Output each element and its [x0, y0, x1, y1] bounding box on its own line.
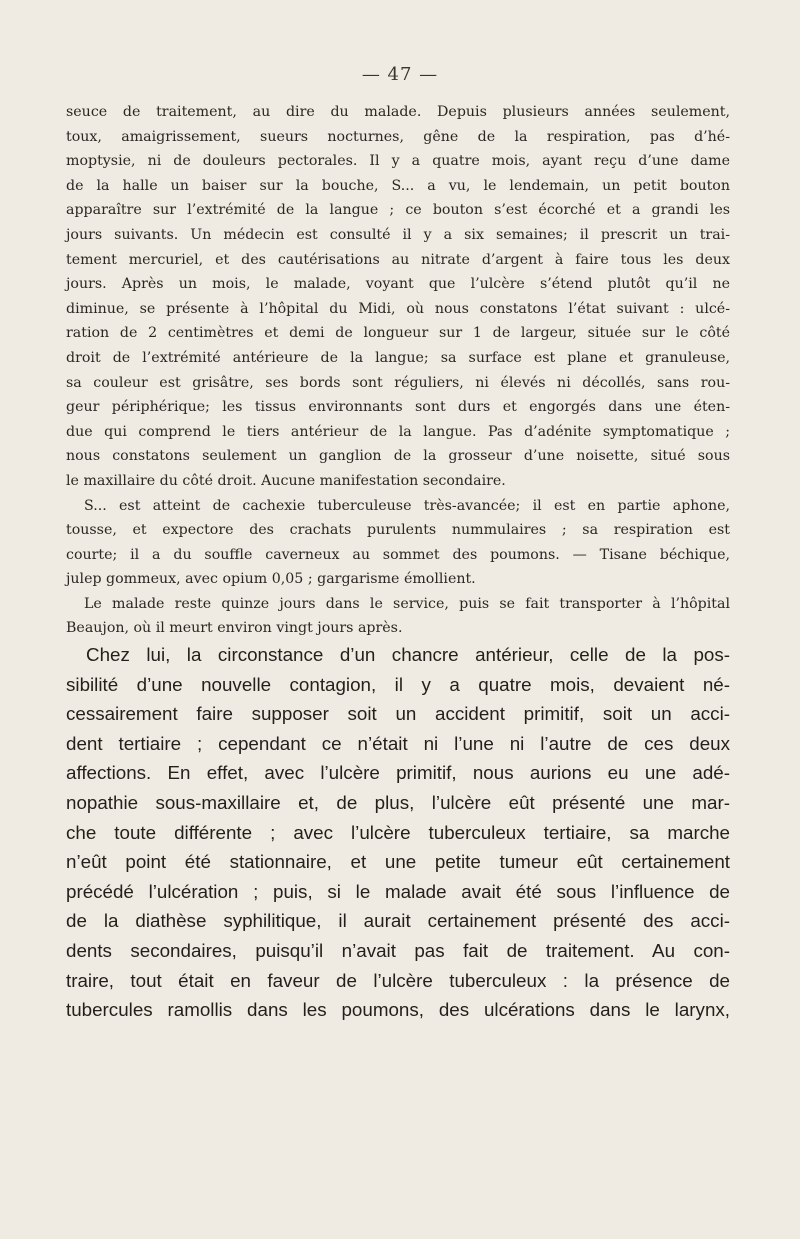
text-line: S... est atteint de cachexie tuberculeuse très-avancée; il est en partie aphone, — [84, 497, 730, 514]
text-line: cessairement faire supposer soit un accident primitif, soit un acci- — [66, 703, 730, 725]
text-line: le maxillaire du côté droit. Aucune manifestation secondaire. — [66, 472, 506, 489]
text-line: sa couleur est grisâtre, ses bords sont réguliers, ni élevés ni décollés, sans rou- — [66, 374, 730, 391]
text-line: affections. En effet, avec l’ulcère primitif, nous aurions eu une adé- — [66, 762, 730, 784]
text-line: de la diathèse syphilitique, il aurait certainement présenté des acci- — [66, 910, 730, 932]
text-line: moptysie, ni de douleurs pectorales. Il y a quatre mois, ayant reçu d’une dame — [66, 153, 730, 170]
text-line: précédé l’ulcération ; puis, si le malade avait été sous l’influence de — [66, 880, 730, 902]
text-line: dent tertiaire ; cependant ce n’était ni l’une ni l’autre de ces deux — [66, 732, 730, 754]
text-line: jours suivants. Un médecin est consulté il y a six semaines; il prescrit un trai- — [66, 226, 730, 243]
text-line: seuce de traitement, au dire du malade. Depuis plusieurs années seulement, — [66, 104, 730, 120]
text-line: jours. Après un mois, le malade, voyant que l’ulcère s’étend plutôt qu’il ne — [66, 276, 730, 293]
text-line: due qui comprend le tiers antérieur de la langue. Pas d’adénite symptomatique ; — [66, 423, 730, 440]
text-line: diminue, se présente à l’hôpital du Midi, où nous constatons l’état suivant : ulcé- — [66, 300, 730, 317]
text-line: geur périphérique; les tissus environnants sont durs et engorgés dans une éten- — [66, 399, 730, 416]
text-line: apparaître sur l’extrémité de la langue ; ce bouton s’est écorché et a grandi les — [66, 202, 730, 219]
discussion-paragraph — [66, 640, 730, 1025]
text-line: n’eût point été stationnaire, et une petite tumeur eût certainement — [66, 851, 730, 873]
text-line: sibilité d’une nouvelle contagion, il y a quatre mois, devaient né- — [66, 673, 730, 695]
text-line: courte; il a du souffle caverneux au sommet des poumons. — Tisane béchique, — [66, 546, 730, 563]
text-line: tement mercuriel, et des cautérisations au nitrate d’argent à faire tous les deux — [66, 251, 730, 268]
text-line: tousse, et expectore des crachats purulents nummulaires ; sa respiration est — [66, 522, 730, 539]
text-line: dents secondaires, puisqu’il n’avait pas fait de traitement. Au con- — [66, 939, 730, 961]
text-line: Beaujon, où il meurt environ vingt jours après. — [66, 620, 403, 637]
page-number: — 47 — — [361, 64, 439, 85]
text-line: Chez lui, la circonstance d’un chancre antérieur, celle de la pos- — [86, 644, 730, 665]
text-line: de la halle un baiser sur la bouche, S... a vu, le lendemain, un petit bouton — [66, 177, 730, 194]
text-line: che toute différente ; avec l’ulcère tuberculeux tertiaire, sa marche — [66, 821, 730, 843]
text-line: Le malade reste quinze jours dans le service, puis se fait transporter à l’hôpital — [84, 595, 730, 612]
text-line: julep gommeux, avec opium 0,05 ; gargarisme émollient. — [66, 571, 476, 588]
text-line: droit de l’extrémité antérieure de la langue; sa surface est plane et granuleuse, — [66, 349, 730, 366]
text-line: nous constatons seulement un ganglion de la grosseur d’une noisette, situé sous — [66, 448, 730, 465]
text-line: traire, tout était en faveur de l’ulcère tuberculeux : la présence de — [66, 969, 730, 991]
text-line: nopathie sous-maxillaire et, de plus, l’ulcère eût présenté une mar- — [66, 791, 730, 813]
text-line: tubercules ramollis dans les poumons, des ulcérations dans le larynx, — [66, 999, 730, 1021]
text-line: ration de 2 centimètres et demi de longueur sur 1 de largeur, située sur le côté — [66, 325, 730, 342]
observation-paragraph — [66, 100, 730, 641]
text-line: toux, amaigrissement, sueurs nocturnes, gêne de la respiration, pas d’hé- — [66, 128, 730, 145]
